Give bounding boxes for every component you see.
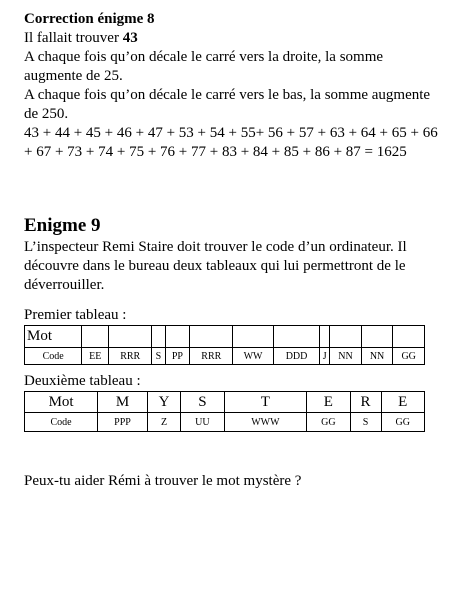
enigme-title: Enigme 9 xyxy=(24,215,101,236)
answer-value: 43 xyxy=(122,30,138,46)
table2-cell: Mot xyxy=(25,392,98,413)
enigme-text: L’inspecteur Remi Staire doit trouver le code d’un ordinateur. Il découvre dans le bureau deux tableaux qui lui permettront de le déverrouiller. xyxy=(24,239,407,293)
correction-answer-line xyxy=(24,29,444,48)
answer-intro: Il fallait trouver xyxy=(24,30,123,46)
table2-cell: WWW xyxy=(224,413,306,432)
table1-cell: RRR xyxy=(190,348,233,365)
question-text: Peux-tu aider Rémi à trouver le mot mystère ? xyxy=(24,473,302,489)
table1-cell: NN xyxy=(361,348,393,365)
table1-cell xyxy=(273,326,319,348)
table1-row-code xyxy=(25,348,425,365)
table2-cell: GG xyxy=(307,413,350,432)
table1-cell xyxy=(320,326,330,348)
table1-cell: EE xyxy=(82,348,109,365)
table1-cell xyxy=(361,326,393,348)
table1-cell: PP xyxy=(165,348,190,365)
table1-cell: WW xyxy=(233,348,274,365)
correction-sum: 43 + 44 + 45 + 46 + 47 + 53 + 54 + 55+ 56 + 57 + 63 + 64 + 65 + 66 + 67 + 73 + 74 + 75 + 76 + 77 + 83 + 84 + 85 + 86 + 87 = 1625 xyxy=(24,125,438,160)
table2-cell: Code xyxy=(25,413,98,432)
table2-cell: E xyxy=(381,392,424,413)
table2-cell: M xyxy=(98,392,148,413)
correction-line-down: A chaque fois qu’on décale le carré vers le bas, la somme augmente de 250. xyxy=(24,87,431,122)
table2-cell: T xyxy=(224,392,306,413)
table1-cell xyxy=(165,326,190,348)
table1-label: Premier tableau : xyxy=(24,307,127,323)
table1-cell xyxy=(330,326,362,348)
table2-row-mot xyxy=(25,392,425,413)
table1-cell: NN xyxy=(330,348,362,365)
table2-cell: PPP xyxy=(98,413,148,432)
table-deuxieme xyxy=(24,391,425,432)
table2-cell: E xyxy=(307,392,350,413)
correction-line-right: A chaque fois qu’on décale le carré vers la droite, la somme augmente de 25. xyxy=(24,49,384,84)
table1-cell: RRR xyxy=(109,348,152,365)
table1-cell xyxy=(109,326,152,348)
table1-cell: Code xyxy=(25,348,82,365)
table1-cell: Mot xyxy=(25,326,82,348)
table1-cell xyxy=(190,326,233,348)
table2-cell: UU xyxy=(181,413,224,432)
page xyxy=(24,10,444,491)
table2-label: Deuxième tableau : xyxy=(24,373,141,389)
table1-cell xyxy=(393,326,425,348)
table1-cell: S xyxy=(152,348,165,365)
table2-row-code xyxy=(25,413,425,432)
table1-cell: DDD xyxy=(273,348,319,365)
table-premier xyxy=(24,325,425,365)
table2-cell: S xyxy=(350,413,381,432)
correction-title: Correction énigme 8 xyxy=(24,11,155,27)
table2-cell: Z xyxy=(147,413,180,432)
table2-cell: S xyxy=(181,392,224,413)
table2-cell: Y xyxy=(147,392,180,413)
table1-row-mot xyxy=(25,326,425,348)
table1-cell: GG xyxy=(393,348,425,365)
table1-cell xyxy=(233,326,274,348)
table2-cell: GG xyxy=(381,413,424,432)
table1-cell xyxy=(82,326,109,348)
table1-cell xyxy=(152,326,165,348)
table2-cell: R xyxy=(350,392,381,413)
table1-cell: J xyxy=(320,348,330,365)
